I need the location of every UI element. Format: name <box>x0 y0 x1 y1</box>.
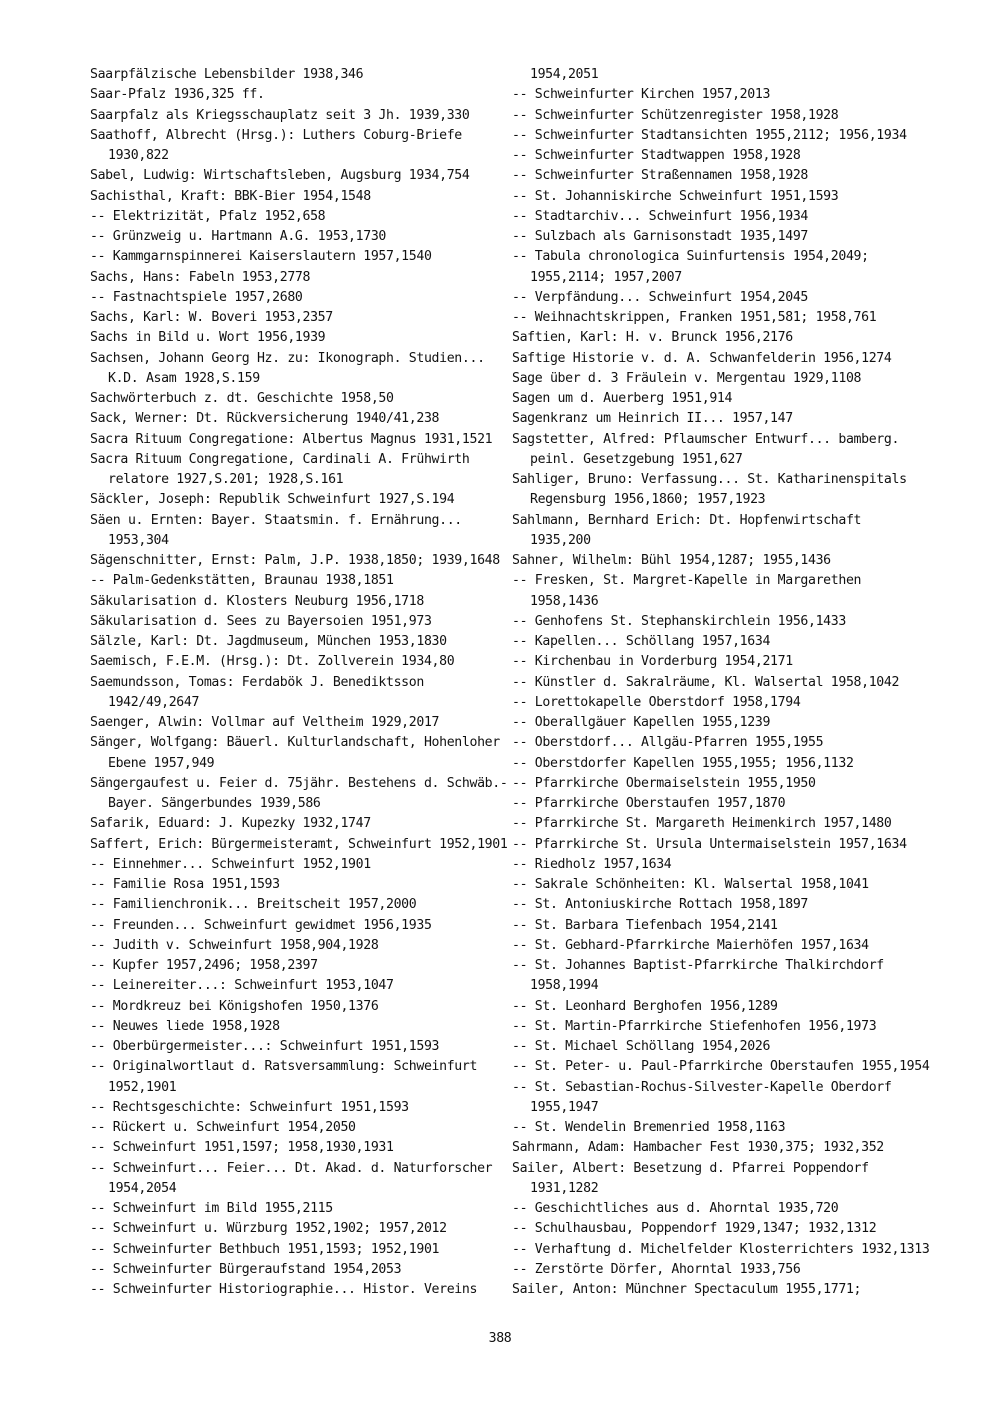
index-entry-line: 1954,2054 <box>108 1180 177 1196</box>
index-entry-line: -- Kapellen... Schöllang 1957,1634 <box>512 634 771 649</box>
index-entry-line: Säen u. Ernten: Bayer. Staatsmin. f. Ernährung... <box>90 512 462 528</box>
index-entry-line: Saftien, Karl: H. v. Brunck 1956,2176 <box>512 330 793 346</box>
index-entry-line: Sägenschnitter, Ernst: Palm, J.P. 1938,1850; 1939,1648 <box>90 553 500 568</box>
index-entry-line: -- Schweinfurt 1951,1597; 1958,1930,1931 <box>90 1140 394 1156</box>
index-entry-line: -- Stadtarchiv... Schweinfurt 1956,1934 <box>512 208 808 224</box>
index-entry-line: -- Verhaftung d. Michelfelder Klosterrichters 1932,1313 <box>512 1241 930 1257</box>
index-entry-line: -- Oberallgäuer Kapellen 1955,1239 <box>512 715 771 730</box>
index-entry-line: -- Originalwortlaut d. Ratsversammlung: Schweinfurt <box>90 1059 478 1075</box>
index-entry-line: -- Geschichtliches aus d. Ahorntal 1935,720 <box>512 1201 839 1216</box>
index-entry-line: Sachwörterbuch z. dt. Geschichte 1958,50 <box>90 391 394 406</box>
index-entry-line: Sack, Werner: Dt. Rückversicherung 1940/41,238 <box>90 411 440 427</box>
index-entry-line: Sagstetter, Alfred: Pflaumscher Entwurf... bamberg. <box>512 431 900 447</box>
index-entry-line: -- Grünzweig u. Hartmann A.G. 1953,1730 <box>90 229 386 244</box>
index-entry-line: -- Familienchronik... Breitscheit 1957,2000 <box>90 897 417 913</box>
page-number: 388 <box>488 1331 512 1346</box>
index-entry-line: Sagen um d. Auerberg 1951,914 <box>512 391 733 406</box>
index-entry-line: 1955,2114; 1957,2007 <box>530 269 682 285</box>
index-entry-line: -- Künstler d. Sakralräume, Kl. Walsertal 1958,1042 <box>512 674 900 690</box>
index-entry-line: -- Riedholz 1957,1634 <box>512 856 672 872</box>
index-entry-line: Säkularisation d. Klosters Neuburg 1956,1718 <box>90 593 424 609</box>
index-entry-line: Saftige Historie v. d. A. Schwanfelderin 1956,1274 <box>512 350 892 366</box>
index-entry-line: -- Schweinfurt u. Würzburg 1952,1902; 1957,2012 <box>90 1221 447 1237</box>
index-entry-line: -- St. Leonhard Berghofen 1956,1289 <box>512 998 778 1014</box>
index-entry-line: Saemisch, F.E.M. (Hrsg.): Dt. Zollverein 1934,80 <box>90 654 455 670</box>
index-entry-line: Sahliger, Bruno: Verfassung... St. Katharinenspitals <box>512 472 907 487</box>
index-entry-line: -- Tabula chronologica Suinfurtensis 1954,2049; <box>512 249 869 265</box>
index-entry-line: Sängergaufest u. Feier d. 75jähr. Bestehens d. Schwäb.- <box>90 775 508 791</box>
index-entry-line: -- Verpfändung... Schweinfurt 1954,2045 <box>512 289 808 305</box>
index-entry-line: -- Leinereiter...: Schweinfurt 1953,1047 <box>90 978 394 994</box>
index-entry-line: -- Pfarrkirche St. Ursula Untermaiselstein 1957,1634 <box>512 836 907 852</box>
index-entry-line: 1953,304 <box>108 532 169 548</box>
index-entry-line: -- Mordkreuz bei Königshofen 1950,1376 <box>90 998 379 1014</box>
index-entry-line: -- Fastnachtspiele 1957,2680 <box>90 289 303 305</box>
index-entry-line: Sabel, Ludwig: Wirtschaftsleben, Augsburg 1934,754 <box>90 168 470 184</box>
index-entry-line: -- Lorettokapelle Oberstdorf 1958,1794 <box>512 694 801 710</box>
index-entry-line: 1931,1282 <box>530 1180 599 1196</box>
index-entry-line: peinl. Gesetzgebung 1951,627 <box>530 451 743 467</box>
index-entry-line: -- Schweinfurter Straßennamen 1958,1928 <box>512 168 808 184</box>
index-entry-line: -- Fresken, St. Margret-Kapelle in Margarethen <box>512 573 862 589</box>
index-entry-line: Sahlmann, Bernhard Erich: Dt. Hopfenwirtschaft <box>512 512 862 528</box>
index-entry-line: 1954,2051 <box>530 67 599 82</box>
index-entry-line: Sailer, Albert: Besetzung d. Pfarrei Poppendorf <box>512 1160 869 1176</box>
index-entry-line: -- Schweinfurter Historiographie... Histor. Vereins <box>90 1282 478 1297</box>
index-entry-line: -- Schweinfurter Bethbuch 1951,1593; 1952,1901 <box>90 1241 440 1257</box>
index-entry-line: Regensburg 1956,1860; 1957,1923 <box>530 492 766 508</box>
index-entry-line: -- St. Peter- u. Paul-Pfarrkirche Oberstaufen 1955,1954 <box>512 1059 930 1075</box>
index-entry-line: -- Schulhausbau, Poppendorf 1929,1347; 1932,1312 <box>512 1221 877 1237</box>
index-entry-line: Sachsen, Johann Georg Hz. zu: Ikonograph. Studien... <box>90 350 485 366</box>
index-entry-line: -- Elektrizität, Pfalz 1952,658 <box>90 208 326 224</box>
index-entry-line: Sachisthal, Kraft: BBK-Bier 1954,1548 <box>90 188 371 204</box>
index-entry-line: -- Rückert u. Schweinfurt 1954,2050 <box>90 1120 356 1135</box>
index-entry-line: -- Schweinfurter Stadtwappen 1958,1928 <box>512 148 801 163</box>
index-entry-line: -- Schweinfurter Bürgeraufstand 1954,2053 <box>90 1261 402 1277</box>
index-entry-line: -- St. Johannes Baptist-Pfarrkirche Thalkirchdorf <box>512 958 884 973</box>
index-entry-line: -- Freunden... Schweinfurt gewidmet 1956,1935 <box>90 917 432 933</box>
index-entry-line: Sachs, Hans: Fabeln 1953,2778 <box>90 269 311 285</box>
index-entry-line: -- Judith v. Schweinfurt 1958,904,1928 <box>90 937 379 953</box>
index-entry-line: Sänger, Wolfgang: Bäuerl. Kulturlandschaft, Hohenloher <box>90 735 500 751</box>
index-entry-line: -- Pfarrkirche Obermaiselstein 1955,1950 <box>512 775 816 791</box>
index-entry-line: Bayer. Sängerbundes 1939,586 <box>108 796 321 811</box>
index-entry-line: Saarpfalz als Kriegsschauplatz seit 3 Jh. 1939,330 <box>90 107 470 123</box>
index-entry-line: -- St. Barbara Tiefenbach 1954,2141 <box>512 917 778 933</box>
index-entry-line: K.D. Asam 1928,S.159 <box>108 370 260 386</box>
index-entry-line: -- Oberstdorfer Kapellen 1955,1955; 1956,1132 <box>512 755 854 771</box>
index-column-right <box>512 65 930 1300</box>
index-column-left <box>90 65 508 1300</box>
index-entry-line: Sälzle, Karl: Dt. Jagdmuseum, München 1953,1830 <box>90 634 447 649</box>
index-entry-line: 1958,1436 <box>530 593 599 609</box>
index-entry-line: Saathoff, Albrecht (Hrsg.): Luthers Coburg-Briefe <box>90 127 462 143</box>
index-entry-line: Sagenkranz um Heinrich II... 1957,147 <box>512 411 793 427</box>
index-entry-line: Sacra Rituum Congregatione: Albertus Magnus 1931,1521 <box>90 431 493 447</box>
index-entry-line: -- Familie Rosa 1951,1593 <box>90 877 280 892</box>
index-entry-line: -- Neuwes liede 1958,1928 <box>90 1018 280 1034</box>
index-entry-line: -- Schweinfurter Stadtansichten 1955,2112; 1956,1934 <box>512 127 907 143</box>
index-entry-line: Sachs, Karl: W. Boveri 1953,2357 <box>90 310 333 325</box>
index-entry-line: -- Kirchenbau in Vorderburg 1954,2171 <box>512 654 793 670</box>
index-entry-line: -- Rechtsgeschichte: Schweinfurt 1951,1593 <box>90 1099 409 1115</box>
index-entry-line: -- St. Michael Schöllang 1954,2026 <box>512 1039 771 1054</box>
index-entry-line: Sailer, Anton: Münchner Spectaculum 1955,1771; <box>512 1282 862 1297</box>
index-entry-line: -- Palm-Gedenkstätten, Braunau 1938,1851 <box>90 573 394 589</box>
index-entry-line: -- Sulzbach als Garnisonstadt 1935,1497 <box>512 229 808 244</box>
index-entry-line: Saenger, Alwin: Vollmar auf Veltheim 1929,2017 <box>90 715 440 730</box>
index-entry-line: Saar-Pfalz 1936,325 ff. <box>90 87 265 103</box>
index-entry-line: Säkularisation d. Sees zu Bayersoien 1951,973 <box>90 613 432 629</box>
index-entry-line: -- Schweinfurt... Feier... Dt. Akad. d. Naturforscher <box>90 1160 493 1176</box>
index-entry-line: 1955,1947 <box>530 1099 599 1115</box>
index-entry-line: Sachs in Bild u. Wort 1956,1939 <box>90 330 326 346</box>
index-entry-line: 1958,1994 <box>530 978 599 994</box>
index-entry-line: -- Einnehmer... Schweinfurt 1952,1901 <box>90 856 371 872</box>
index-entry-line: Sage über d. 3 Fräulein v. Mergentau 1929,1108 <box>512 370 862 386</box>
index-entry-line: -- St. Antoniuskirche Rottach 1958,1897 <box>512 897 808 913</box>
index-entry-line: -- Kupfer 1957,2496; 1958,2397 <box>90 958 318 973</box>
index-entry-line: -- St. Johanniskirche Schweinfurt 1951,1593 <box>512 188 839 204</box>
index-entry-line: -- Weihnachtskrippen, Franken 1951,581; 1958,761 <box>512 310 877 325</box>
index-entry-line: Sacra Rituum Congregatione, Cardinali A. Frühwirth <box>90 451 470 467</box>
index-entry-line: -- St. Gebhard-Pfarrkirche Maierhöfen 1957,1634 <box>512 937 869 953</box>
index-entry-line: -- Oberstdorf... Allgäu-Pfarren 1955,1955 <box>512 735 824 751</box>
index-entry-line: Saemundsson, Tomas: Ferdabök J. Benediktsson <box>90 674 424 690</box>
index-entry-line: -- Pfarrkirche St. Margareth Heimenkirch 1957,1480 <box>512 816 892 832</box>
index-entry-line: Ebene 1957,949 <box>108 755 215 771</box>
index-entry-line: -- Kammgarnspinnerei Kaiserslautern 1957,1540 <box>90 249 432 265</box>
index-entry-line: 1930,822 <box>108 148 169 163</box>
index-entry-line: 1935,200 <box>530 532 591 548</box>
index-entry-line: -- Zerstörte Dörfer, Ahorntal 1933,756 <box>512 1261 801 1277</box>
index-entry-line: 1942/49,2647 <box>108 694 200 710</box>
index-entry-line: Saarpfälzische Lebensbilder 1938,346 <box>90 67 364 82</box>
index-entry-line: -- St. Wendelin Bremenried 1958,1163 <box>512 1120 786 1135</box>
index-entry-line: Sahrmann, Adam: Hambacher Fest 1930,375; 1932,352 <box>512 1140 884 1156</box>
index-entry-line: -- Oberbürgermeister...: Schweinfurt 1951,1593 <box>90 1039 440 1054</box>
index-entry-line: -- Pfarrkirche Oberstaufen 1957,1870 <box>512 796 786 811</box>
index-entry-line: relatore 1927,S.201; 1928,S.161 <box>108 472 344 487</box>
index-entry-line: Saffert, Erich: Bürgermeisteramt, Schweinfurt 1952,1901 <box>90 836 508 852</box>
index-entry-line: Säckler, Joseph: Republik Schweinfurt 1927,S.194 <box>90 492 455 508</box>
index-entry-line: -- Schweinfurter Kirchen 1957,2013 <box>512 87 771 103</box>
index-entry-line: -- St. Sebastian-Rochus-Silvester-Kapelle Oberdorf <box>512 1079 892 1095</box>
index-entry-line: Sahner, Wilhelm: Bühl 1954,1287; 1955,1436 <box>512 553 831 568</box>
index-entry-line: -- St. Martin-Pfarrkirche Stiefenhofen 1956,1973 <box>512 1018 877 1034</box>
index-entry-line: -- Genhofens St. Stephanskirchlein 1956,1433 <box>512 613 846 629</box>
index-entry-line: -- Sakrale Schönheiten: Kl. Walsertal 1958,1041 <box>512 877 869 892</box>
index-entry-line: 1952,1901 <box>108 1079 177 1095</box>
index-entry-line: Safarik, Eduard: J. Kupezky 1932,1747 <box>90 816 371 832</box>
index-entry-line: -- Schweinfurter Schützenregister 1958,1928 <box>512 107 839 123</box>
index-entry-line: -- Schweinfurt im Bild 1955,2115 <box>90 1201 333 1216</box>
